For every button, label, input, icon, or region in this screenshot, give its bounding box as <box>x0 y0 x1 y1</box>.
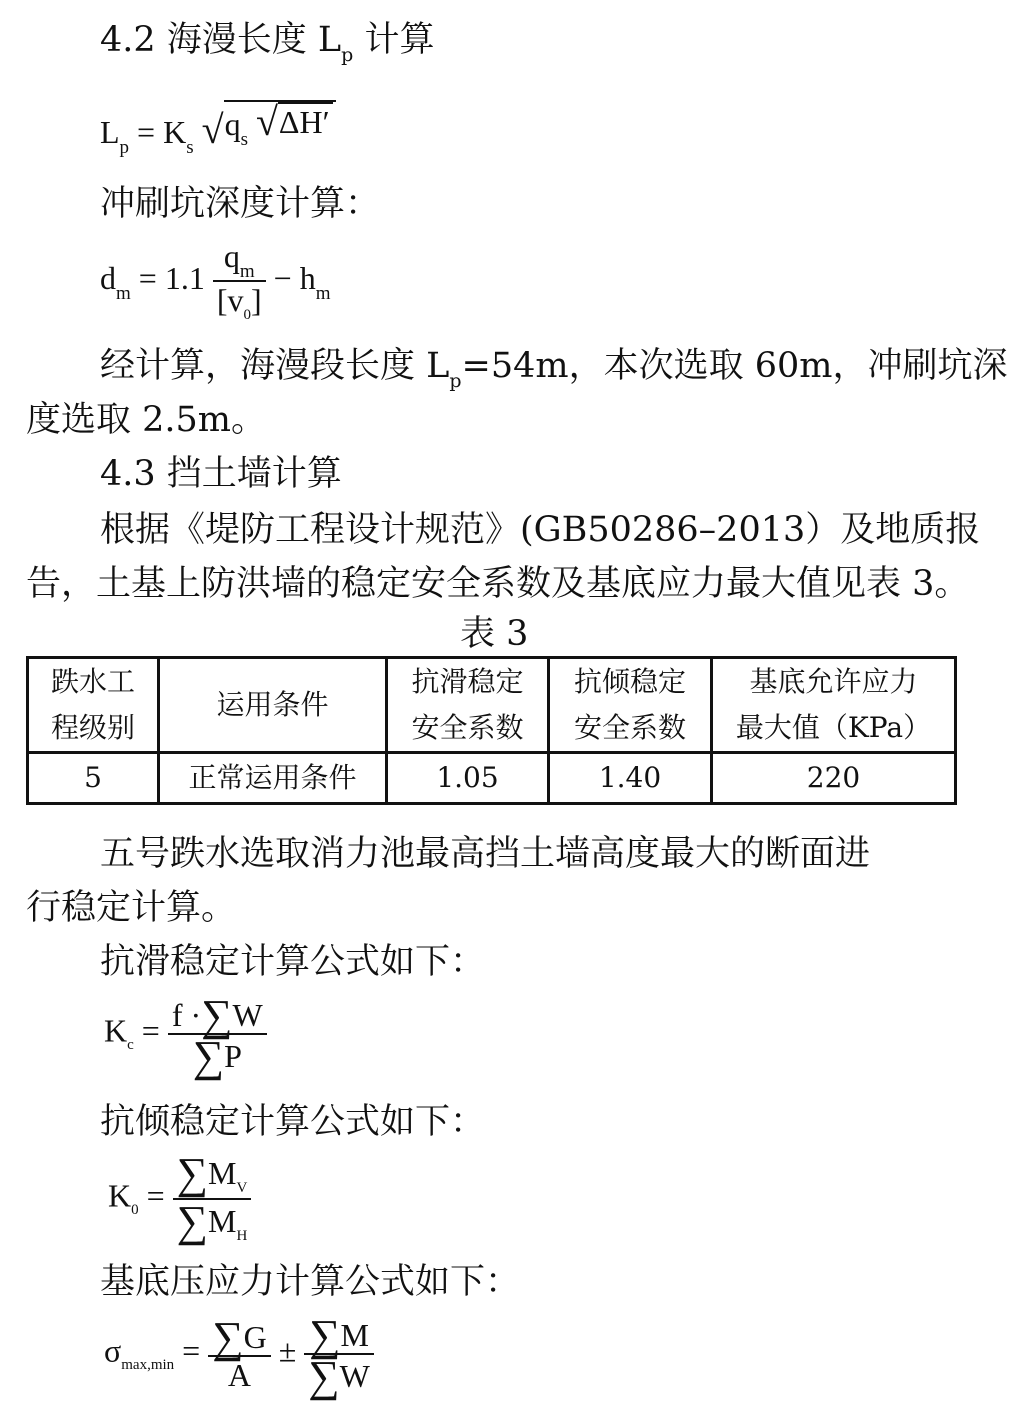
formula-symbol: W <box>232 997 263 1033</box>
fraction <box>173 1149 252 1246</box>
slide-label: 抗滑稳定计算公式如下： <box>100 942 486 982</box>
numerator <box>168 991 267 1040</box>
sigma-symbol: ∑ <box>309 1311 341 1360</box>
formula-symbol: f · <box>171 997 202 1033</box>
formula-symbol: = <box>141 1012 160 1049</box>
formula-symbol: q <box>224 106 241 142</box>
formula-symbol: − h <box>273 259 316 296</box>
table-3 <box>26 656 957 805</box>
formula-symbol: K <box>108 1177 132 1214</box>
header-line: 抗倾稳定 <box>573 665 686 698</box>
table-header-cell <box>712 658 956 753</box>
formula-symbol: σ <box>104 1332 122 1369</box>
result-text: =54m，本次选取 60m，冲刷坑深 <box>461 346 1008 386</box>
formula-symbol: [v <box>216 282 244 318</box>
result-text: 经计算，海漫段长度 L <box>100 346 450 386</box>
formula-symbol: W <box>339 1358 370 1394</box>
formula-sigma <box>104 1311 374 1401</box>
subscript: p <box>341 44 354 66</box>
section-title-text: 计算 <box>353 20 435 60</box>
subscript: H <box>236 1228 248 1244</box>
header-line: 运用条件 <box>216 688 329 721</box>
numerator <box>305 1311 373 1360</box>
denominator <box>189 1032 246 1081</box>
numerator <box>220 238 259 280</box>
formula-symbol: K <box>104 1012 128 1049</box>
subscript: V <box>236 1180 248 1196</box>
header-line: 安全系数 <box>411 711 524 744</box>
plus-minus-symbol: ± <box>278 1332 297 1369</box>
table-caption: 表 3 <box>460 614 529 654</box>
formula-symbol: L <box>100 114 120 150</box>
header-line: 程级别 <box>50 711 135 744</box>
sigma-symbol: ∑ <box>201 991 233 1040</box>
denominator <box>173 1197 252 1246</box>
sqrt-outer <box>201 99 336 152</box>
fraction <box>213 238 266 325</box>
fraction <box>208 1312 270 1393</box>
radicand <box>224 100 336 148</box>
sigma-symbol: ∑ <box>212 1312 244 1362</box>
pressure-label: 基底压应力计算公式如下： <box>100 1262 521 1302</box>
formula-symbol: ] <box>250 282 262 318</box>
formula-symbol: = <box>182 1332 201 1369</box>
table-header-row <box>28 658 956 753</box>
section-4-3-para-line-2: 告，土基上防洪墙的稳定安全系数及基底应力最大值见表 3。 <box>26 564 970 604</box>
sigma-symbol: ∑ <box>176 1149 209 1198</box>
formula-symbol: G <box>243 1318 267 1355</box>
formula-k0 <box>108 1149 251 1246</box>
formula-symbol: = 1.1 <box>130 259 205 296</box>
formula-symbol: M <box>208 1203 237 1239</box>
header-line: 基底允许应力 <box>749 665 918 698</box>
numerator <box>173 1149 252 1198</box>
subscript: c <box>127 1037 134 1054</box>
subscript: p <box>119 137 130 158</box>
table-row <box>28 753 956 804</box>
sigma-symbol: ∑ <box>192 1032 225 1081</box>
table-cell: 正常运用条件 <box>159 753 387 804</box>
numerator <box>208 1312 270 1362</box>
table-header-cell <box>159 658 387 753</box>
formula-symbol: = K <box>129 114 187 150</box>
section-4-3-title: 4.3 挡土墙计算 <box>100 454 342 494</box>
result-line-1 <box>100 346 1007 391</box>
subscript: m <box>315 282 331 304</box>
table-cell: 1.05 <box>387 753 549 804</box>
section-4-3-para-line-1: 根据《堤防工程设计规范》(GB50286–2013）及地质报 <box>100 510 981 550</box>
sigma-symbol: ∑ <box>308 1352 340 1401</box>
section-title-text: 4.2 海漫长度 L <box>100 20 342 60</box>
formula-kc <box>104 991 267 1081</box>
sigma-symbol: ∑ <box>176 1197 209 1246</box>
subscript: s <box>240 129 248 150</box>
denominator <box>213 282 266 325</box>
table-header-cell <box>387 658 549 753</box>
header-line: 抗滑稳定 <box>411 665 524 698</box>
header-line: 安全系数 <box>573 711 686 744</box>
after-line-2: 行稳定计算。 <box>26 888 237 928</box>
fraction <box>304 1311 374 1401</box>
subscript: 0 <box>131 1202 139 1219</box>
formula-symbol: P <box>224 1038 242 1074</box>
formula-symbol: = <box>146 1177 165 1214</box>
fraction <box>168 991 267 1081</box>
formula-symbol: q <box>223 238 240 274</box>
subscript: 0 <box>243 307 251 323</box>
table-cell: 1.40 <box>549 753 712 804</box>
table-cell: 220 <box>712 753 956 804</box>
subscript: p <box>449 370 462 392</box>
radical-sign: √ <box>255 99 278 144</box>
section-4-2-title <box>100 20 434 65</box>
table-header-cell <box>549 658 712 753</box>
scour-label: 冲刷坑深度计算： <box>100 184 381 224</box>
header-line: 跌水工 <box>50 665 135 698</box>
formula-symbol: A <box>227 1356 252 1393</box>
formula-lp <box>100 100 336 156</box>
subscript: max,min <box>121 1357 175 1374</box>
table-cell: 5 <box>28 753 159 804</box>
formula-symbol: M <box>340 1317 369 1353</box>
formula-symbol: d <box>100 259 116 296</box>
formula-symbol: ΔH′ <box>278 102 333 140</box>
subscript: m <box>116 282 131 304</box>
overturn-label: 抗倾稳定计算公式如下： <box>100 1102 486 1142</box>
table-header-cell <box>28 658 159 753</box>
radical-sign: √ <box>201 107 224 152</box>
sqrt-inner <box>255 99 333 144</box>
header-line: 最大值（KPa） <box>735 711 932 744</box>
after-line-1: 五号跌水选取消力池最高挡土墙高度最大的断面进 <box>100 834 871 874</box>
formula-dm <box>100 238 330 325</box>
subscript: s <box>186 137 194 158</box>
formula-symbol: M <box>208 1155 237 1191</box>
denominator <box>304 1352 374 1401</box>
result-line-2: 度选取 2.5m。 <box>26 400 266 440</box>
subscript: m <box>239 261 255 282</box>
